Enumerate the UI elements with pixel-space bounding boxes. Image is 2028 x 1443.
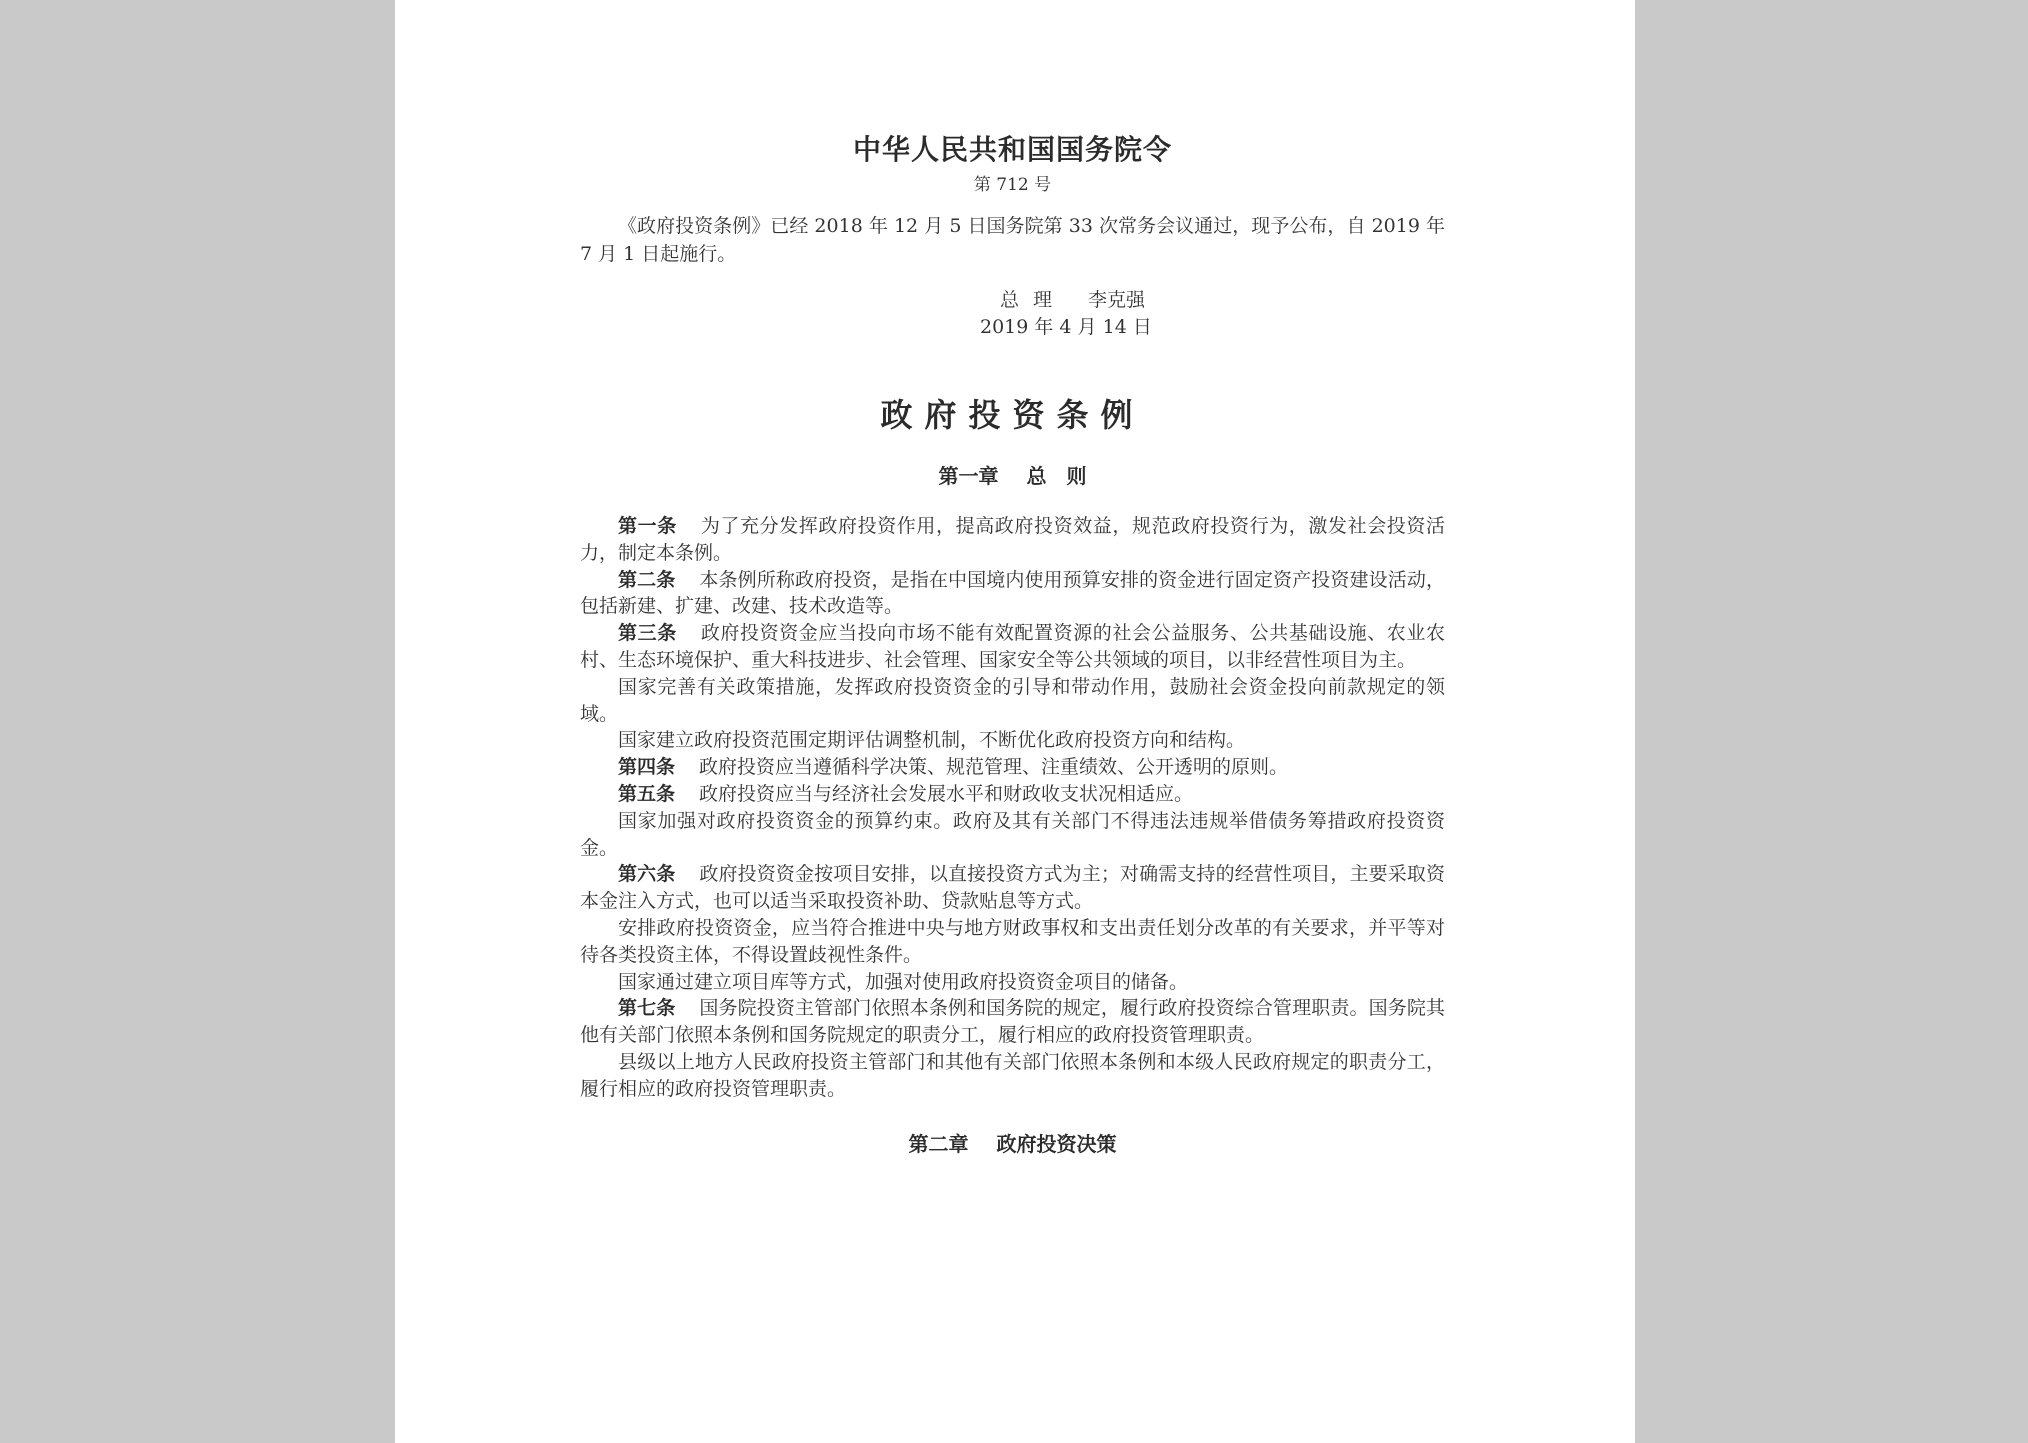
paragraph: [580, 995, 1445, 1049]
signing-date: 2019 年 4 月 14 日: [980, 316, 1152, 338]
paragraph: [580, 861, 1445, 915]
paragraph: [580, 781, 1445, 808]
page-content: [580, 130, 1445, 1159]
article-list: [580, 513, 1445, 1103]
promulgation-text: 《政府投资条例》已经 2018 年 12 月 5 日国务院第 33 次常务会议通过，现予公布，自 2019 年 7 月 1 日起施行。: [580, 215, 1445, 265]
paragraph-text: 本条例所称政府投资，是指在中国境内使用预算安排的资金进行固定资产投资建设活动，包括新建、扩建、改建、技术改造等。: [580, 568, 1445, 618]
paragraph-text: 国家通过建立项目库等方式，加强对使用政府投资资金项目的储备。: [618, 970, 1189, 993]
paragraph-text: 为了充分发挥政府投资作用，提高政府投资效益，规范政府投资行为，激发社会投资活力，制定本条例。: [580, 515, 1445, 564]
paragraph-text: 国家完善有关政策措施，发挥政府投资资金的引导和带动作用，鼓励社会资金投向前款规定的领域。: [580, 675, 1445, 725]
paragraph-text: 国务院投资主管部门依照本条例和国务院的规定，履行政府投资综合管理职责。国务院其他有关部门依照本条例和国务院规定的职责分工，履行相应的政府投资管理职责。: [580, 997, 1445, 1047]
chapter-name: 政府投资决策: [996, 1131, 1117, 1156]
document-page[interactable]: [395, 0, 1635, 1443]
order-title: 中华人民共和国国务院令: [852, 133, 1172, 166]
article-number: 第五条: [618, 782, 676, 805]
article-number: 第六条: [618, 863, 676, 886]
paragraph: [580, 754, 1445, 781]
chapter-heading-1: [580, 461, 1445, 491]
signer-role: 总理: [1000, 289, 1067, 311]
paragraph-text: 政府投资资金按项目安排，以直接投资方式为主；对确需支持的经营性项目，主要采取资本金注入方式，也可以适当采取投资补助、贷款贴息等方式。: [580, 863, 1445, 913]
signer-name: 李克强: [1088, 289, 1146, 311]
paragraph-text: 政府投资应当与经济社会发展水平和财政收支状况相适应。: [699, 782, 1194, 805]
regulation-title: 政府投资条例: [880, 396, 1145, 434]
signature-block: [580, 287, 1445, 341]
paragraph: [580, 808, 1445, 862]
paragraph-text: 国家建立政府投资范围定期评估调整机制，不断优化政府投资方向和结构。: [618, 729, 1246, 752]
paragraph-text: 县级以上地方人民政府投资主管部门和其他有关部门依照本条例和本级人民政府规定的职责分工，履行相应的政府投资管理职责。: [580, 1050, 1445, 1100]
paragraph: [580, 513, 1445, 567]
paragraph: [580, 969, 1445, 996]
paragraph: [580, 1049, 1445, 1103]
paragraph-text: 安排政府投资资金，应当符合推进中央与地方财政事权和支出责任划分改革的有关要求，并平等对待各类投资主体，不得设置歧视性条件。: [580, 916, 1445, 966]
paragraph: [580, 674, 1445, 728]
order-number: 第 712 号: [973, 175, 1052, 195]
paragraph: [580, 567, 1445, 621]
signer-line: [1000, 287, 1445, 314]
paragraph-text: 政府投资应当遵循科学决策、规范管理、注重绩效、公开透明的原则。: [699, 756, 1289, 779]
paragraph-text: 政府投资资金应当投向市场不能有效配置资源的社会公益服务、公共基础设施、农业农村、生态环境保护、重大科技进步、社会管理、国家安全等公共领域的项目，以非经营性项目为主。: [580, 622, 1445, 671]
paragraph: [580, 727, 1445, 754]
chapter-name: 总 则: [1026, 464, 1087, 488]
article-number: 第四条: [618, 756, 676, 779]
chapter-number: 第二章: [908, 1131, 969, 1156]
article-number: 第三条: [618, 622, 677, 645]
article-number: 第七条: [618, 997, 676, 1020]
paragraph: [580, 620, 1445, 674]
article-number: 第二条: [618, 568, 676, 591]
chapter-heading-2: [580, 1129, 1445, 1159]
paragraph: [580, 915, 1445, 969]
article-number: 第一条: [618, 515, 677, 537]
chapter-number: 第一章: [938, 464, 999, 488]
paragraph-text: 国家加强对政府投资资金的预算约束。政府及其有关部门不得违法违规举借债务筹措政府投资资金。: [580, 809, 1445, 859]
